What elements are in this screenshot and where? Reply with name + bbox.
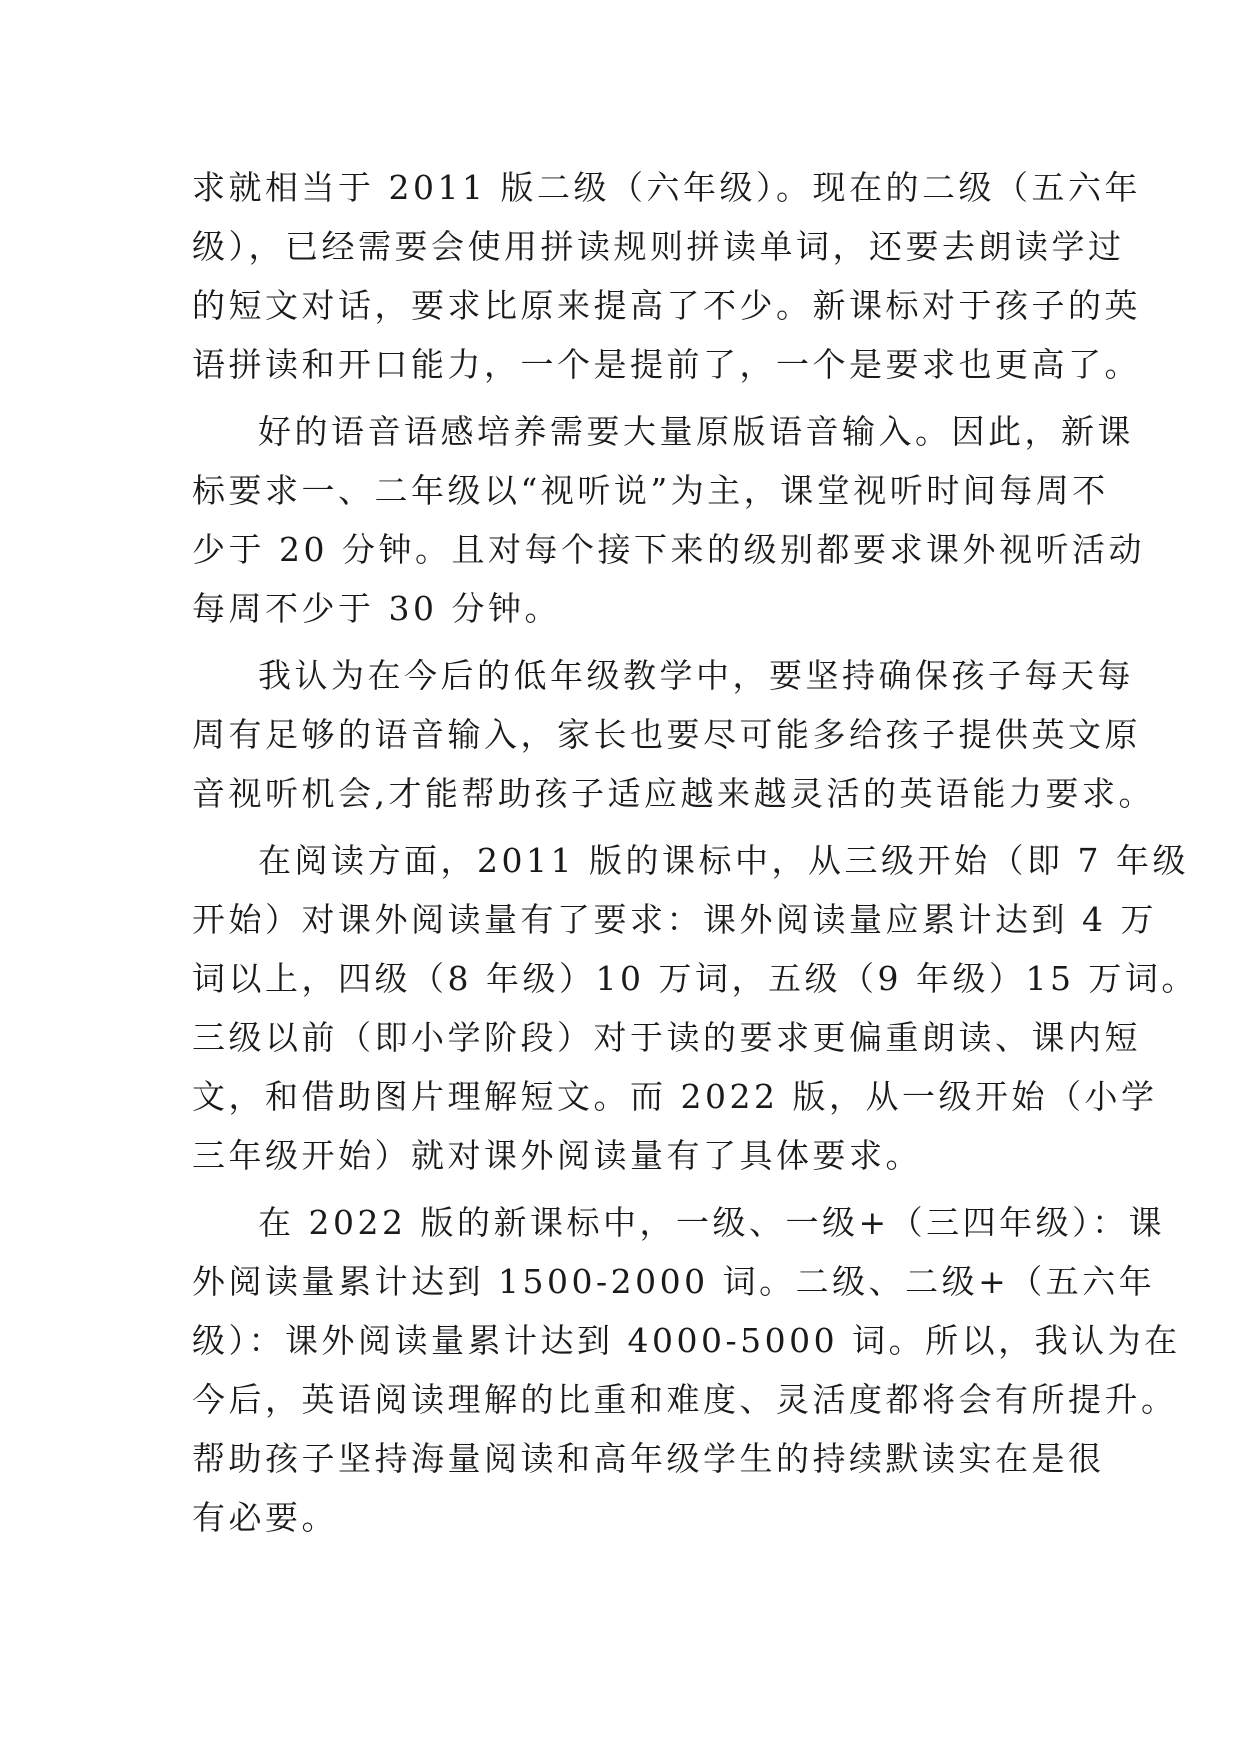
text-line: 词以上，四级（8 年级）10 万词，五级（9 年级）15 万词。 [192,959,1198,998]
text-line: 三级以前（即小学阶段）对于读的要求更偏重朗读、课内短 [192,1018,1141,1057]
text-line: 每周不少于 30 分钟。 [192,589,561,628]
text-line: 开始）对课外阅读量有了要求：课外阅读量应累计达到 4 万 [192,900,1157,939]
text-line: 级）：课外阅读量累计达到 4000-5000 词。所以，我认为在 [192,1321,1181,1360]
text-line: 帮助孩子坚持海量阅读和高年级学生的持续默读实在是很 [192,1439,1105,1478]
text-line: 求就相当于 2011 版二级（六年级）。现在的二级（五六年 [192,168,1141,207]
document-body [192,158,1198,1547]
text-line: 的短文对话，要求比原来提高了不少。新课标对于孩子的英 [192,286,1141,325]
text-line: 音视听机会,才能帮助孩子适应越来越灵活的英语能力要求。 [192,774,1155,813]
text-line: 周有足够的语音输入，家长也要尽可能多给孩子提供英文原 [192,715,1141,754]
text-line: 语拼读和开口能力，一个是提前了，一个是要求也更高了。 [192,345,1141,384]
text-line: 三年级开始）就对课外阅读量有了具体要求。 [192,1136,922,1175]
text-line: 级），已经需要会使用拼读规则拼读单词，还要去朗读学过 [192,227,1125,266]
text-line: 我认为在今后的低年级教学中，要坚持确保孩子每天每 [258,656,1134,695]
text-line: 有必要。 [192,1498,338,1537]
text-line: 外阅读量累计达到 1500-2000 词。二级、二级+（五六年 [192,1262,1156,1301]
text-line: 在 2022 版的新课标中，一级、一级+（三四年级）：课 [258,1203,1166,1242]
text-line: 标要求一、二年级以“视听说”为主，课堂视听时间每周不 [192,471,1109,510]
text-line: 好的语音语感培养需要大量原版语音输入。因此，新课 [258,412,1134,451]
text-line: 在阅读方面，2011 版的课标中，从三级开始（即 7 年级 [258,841,1189,880]
text-line: 少于 20 分钟。且对每个接下来的级别都要求课外视听活动 [192,530,1145,569]
text-line: 文，和借助图片理解短文。而 2022 版，从一级开始（小学 [192,1077,1158,1116]
text-line: 今后，英语阅读理解的比重和难度、灵活度都将会有所提升。 [192,1380,1178,1419]
